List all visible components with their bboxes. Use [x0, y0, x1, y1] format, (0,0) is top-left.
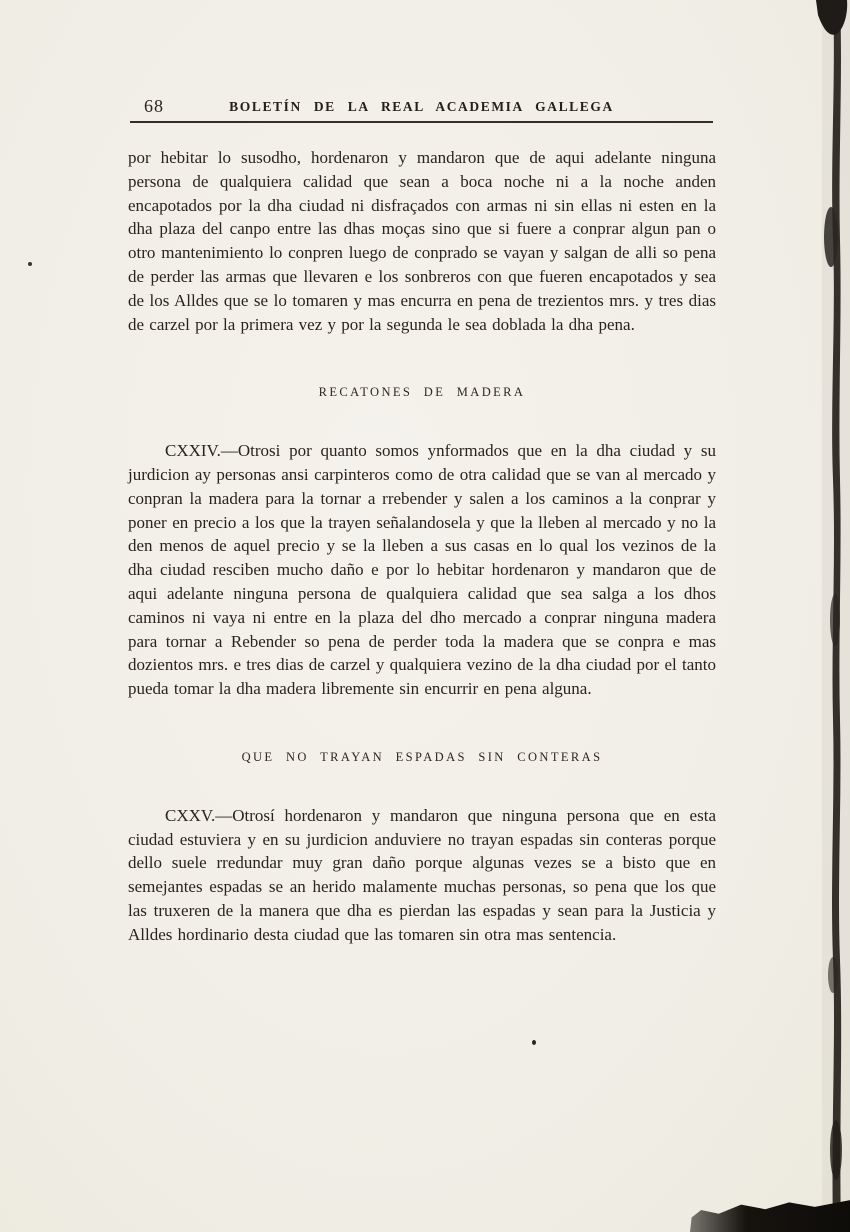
ink-speck-left-margin — [28, 262, 32, 266]
journal-title: BOLETÍN DE LA REAL ACADEMIA GALLEGA — [229, 99, 614, 114]
paragraph-cxxiv: CXXIV.—Otrosi por quanto somos ynformados que en la dha ciudad y su jurdicion ay personas ansi carpinteros como de otra calidad que se van al mercado y conpran la madera para la tornar a rrebender y salen a los caminos a la conprar y poner en precio a los que la trayen señalandosela y que la lleben al mercado y no la den menos de aquel precio y se la lleben a sus casas en lo qual los vezinos de la dha ciudad resciben mucho daño e por lo hebitar hordenaron y mandaron que de aqui adelante ninguna persona de qualquiera calidad que sea salga a los dhos caminos ni vaya ni entre en la plaza del dho mercado a conprar ninguna madera para tornar a Rebender so pena de perder toda la madera que se conpra e mas dozientos mrs. e tres dias de carzel y qualquiera vezino de la dha ciudad por el tanto pueda tomar la dha madera libremente sin encurrir en pena alguna. — [128, 441, 716, 699]
section-heading-espadas: QUE NO TRAYAN ESPADAS SIN CONTERAS — [241, 749, 603, 764]
paragraph-continuation: por hebitar lo susodho, hordenaron y mandaron que de aqui adelante ninguna persona de qualquiera calidad que sean a boca noche ni a la noche anden encapotados por la dha ciudad ni disfraçados con armas ni sin ellas ni esten en la dha plaza del canpo entre las dhas moças sino que si fuere a conprar algun pan o otro mantenimiento lo conpren luego de conprado se vayan y salgan de alli so pena de perder las armas que llevaren e los sonbreros con que fueren encapotados y sea de los Alldes que se lo tomaren y mas encurra en pena de trezientos mrs. y tres dias de carzel por la primera vez y por la segunda le sea doblada la dha pena. — [128, 148, 716, 334]
section-heading-recatones: RECATONES DE MADERA — [318, 385, 526, 400]
scan-bottom-shadow-artifact — [690, 1194, 850, 1232]
header-rule — [130, 121, 713, 123]
scan-binding-edge-artifact — [800, 0, 850, 1232]
page-header — [130, 96, 713, 118]
paragraph-cxxv: CXXV.—Otrosí hordenaron y mandaron que ninguna persona que en esta ciudad estuviera y en su jurdicion anduviere no trayan espadas sin conteras porque dello suele rredundar muy gran daño porque algunas vezes se a bisto que en semejantes espadas se an herido malamente muchas personas, so pena que los que las truxeren de la manera que dha es pierdan las espadas y sean para la Justicia y Alldes hordinario desta ciudad que las tomaren sin otra mas sentencia. — [128, 805, 716, 944]
ink-speck-bottom — [532, 1040, 536, 1045]
page-body — [128, 146, 716, 947]
page-number: 68 — [144, 96, 164, 116]
